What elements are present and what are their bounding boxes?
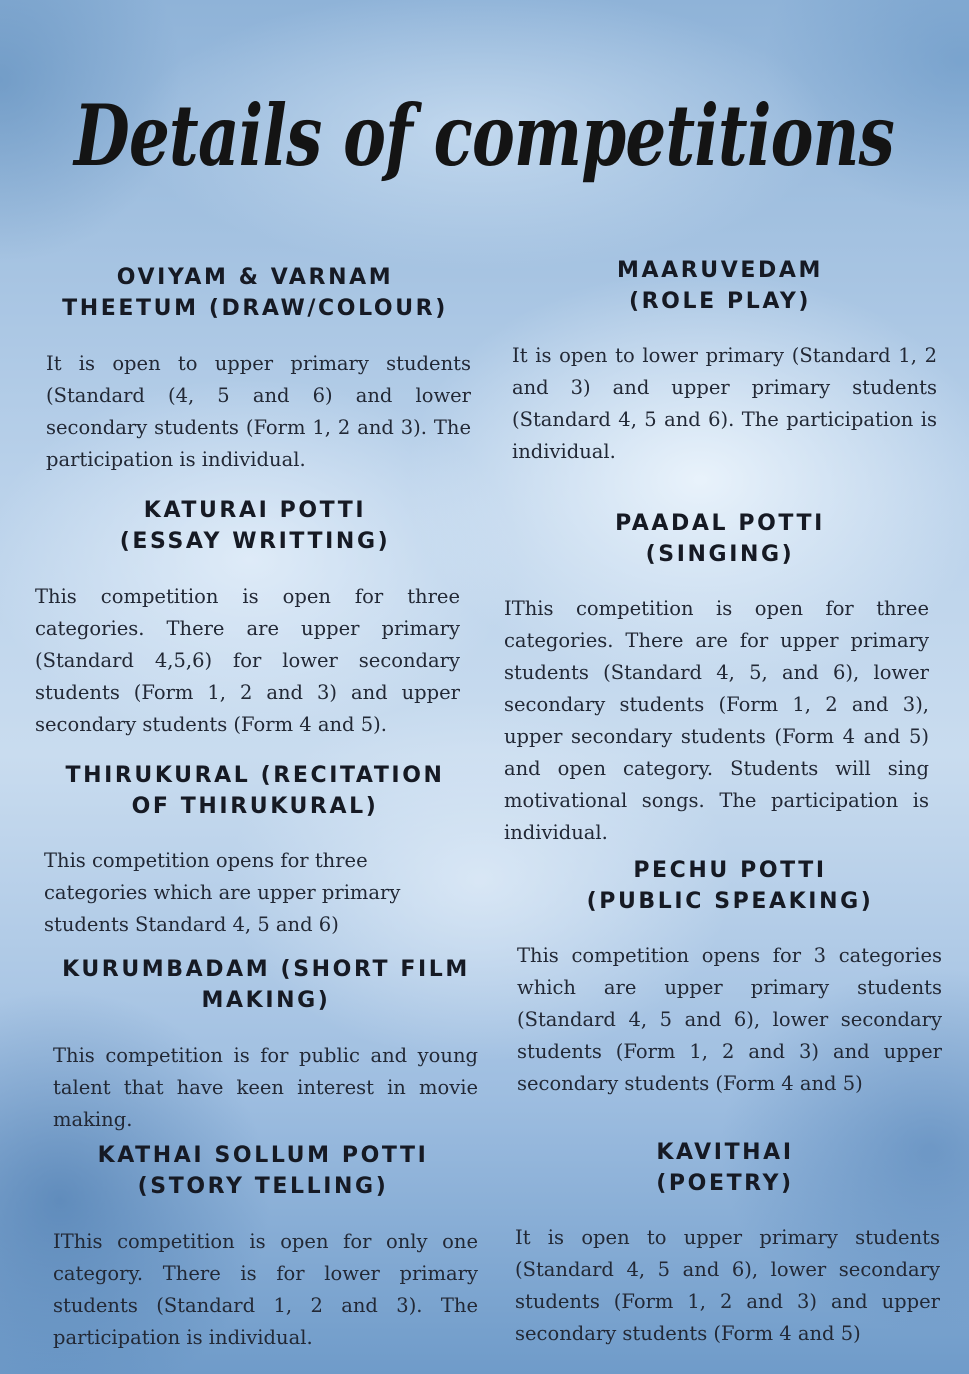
competition-heading-katurai: KATURAI POTTI (ESSAY WRITTING) bbox=[119, 498, 391, 554]
competition-heading-kurumbadam: KURUMBADAM (SHORT FILM MAKING) bbox=[62, 957, 470, 1013]
competition-heading-pechu: PECHU POTTI (PUBLIC SPEAKING) bbox=[586, 858, 874, 914]
competition-description-kathai: IThis competition is open for only one category. There is for lower primary students (Standard 1, 2 and 3). The participation is individual. bbox=[53, 1230, 478, 1349]
competition-description-thirukural: This competition opens for three categories which are upper primary students Standard 4, 5 and 6) bbox=[44, 849, 401, 936]
competition-heading-oviyam: OVIYAM & VARNAM THEETUM (DRAW/COLOUR) bbox=[62, 265, 448, 321]
competition-description-katurai: This competition is open for three categories. There are upper primary (Standard 4,5,6) for lower secondary students (Form 1, 2 and 3) and upper secondary students (Form 4 and 5). bbox=[35, 585, 460, 736]
competition-description-maaruvedam: It is open to lower primary (Standard 1, 2 and 3) and upper primary students (Standard 4, 5 and 6). The participation is individual. bbox=[512, 344, 937, 463]
page-title-text: Details of competitions bbox=[72, 86, 894, 185]
competition-heading-paadal: PAADAL POTTI (SINGING) bbox=[615, 511, 825, 567]
title-script-svg bbox=[0, 60, 969, 210]
competition-description-paadal: IThis competition is open for three categories. There are for upper primary students (Standard 4, 5, and 6), lower secondary students (Form 1, 2 and 3), upper secondary students (Form 4 and 5) and open category. Students will sing motivational songs. The participation is individual. bbox=[504, 597, 929, 844]
competition-description-kurumbadam: This competition is for public and young talent that have keen interest in movie making. bbox=[53, 1044, 478, 1131]
page-title bbox=[0, 60, 969, 210]
competition-description-kavithai: It is open to upper primary students (Standard 4, 5 and 6), lower secondary students (Form 1, 2 and 3) and upper secondary students (Form 4 and 5) bbox=[515, 1226, 940, 1345]
competition-heading-kathai: KATHAI SOLLUM POTTI (STORY TELLING) bbox=[97, 1143, 429, 1199]
competition-heading-maaruvedam: MAARUVEDAM (ROLE PLAY) bbox=[617, 258, 823, 314]
competition-heading-thirukural: THIRUKURAL (RECITATION OF THIRUKURAL) bbox=[65, 763, 445, 819]
competition-description-oviyam: It is open to upper primary students (Standard (4, 5 and 6) and lower secondary students (Form 1, 2 and 3). The participation is individual. bbox=[46, 352, 471, 471]
competition-description-pechu: This competition opens for 3 categories which are upper primary students (Standard 4, 5 and 6), lower secondary students (Form 1, 2 and 3) and upper secondary students (Form 4 and 5) bbox=[517, 944, 942, 1095]
competition-heading-kavithai: KAVITHAI (POETRY) bbox=[656, 1140, 794, 1196]
